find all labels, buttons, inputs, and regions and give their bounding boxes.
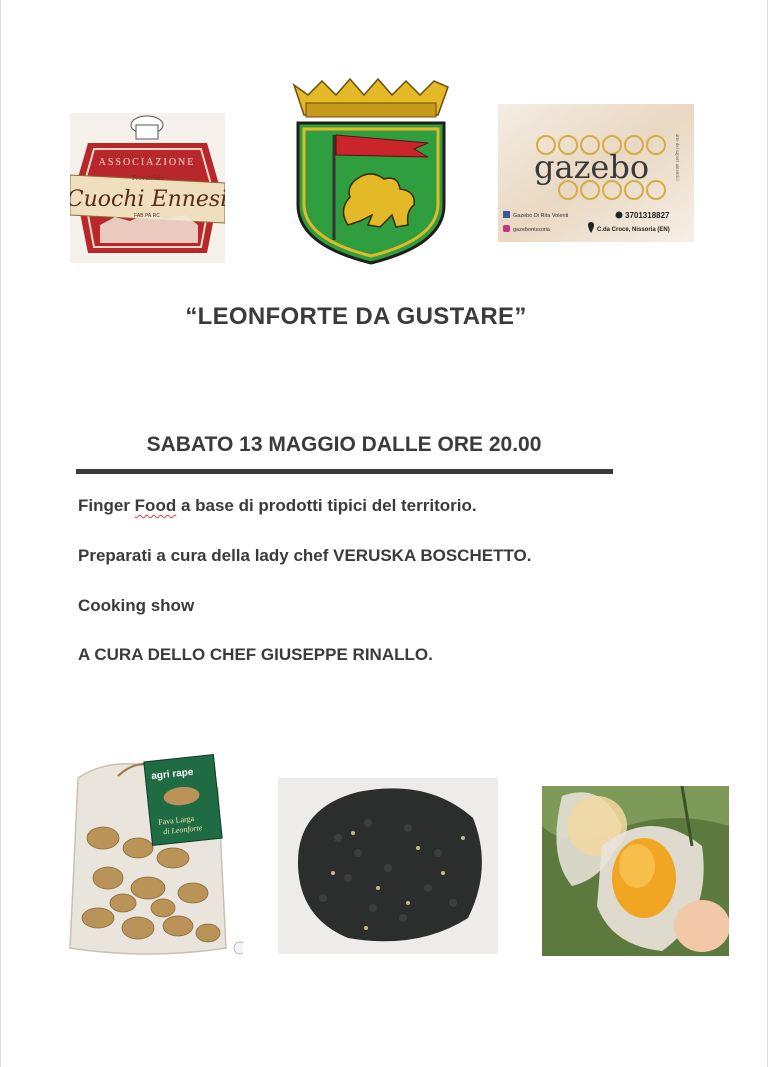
beans-brand: agri rape	[150, 766, 194, 783]
fava-beans-photo	[48, 748, 243, 963]
black-lentils-photo	[278, 778, 498, 954]
beans-label1: Fava Larga	[157, 813, 195, 827]
association-line1: ASSOCIAZIONE	[98, 157, 196, 168]
gazebo-instagram: gazebonissoria	[513, 227, 550, 233]
association-logo-graphic	[70, 113, 225, 263]
leonforte-crest	[288, 75, 454, 267]
detail-chef: A CURA DELLO CHEF GIUSEPPE RINALLO.	[78, 645, 433, 664]
beans-label2: di Leonforte	[162, 823, 203, 837]
association-line4: FAB.PA.RC	[134, 213, 160, 219]
fava-beans-graphic	[48, 748, 243, 963]
peaches-graphic	[542, 786, 729, 956]
gazebo-logo-graphic	[498, 104, 694, 242]
event-date: SABATO 13 MAGGIO DALLE ORE 20.00	[146, 433, 542, 456]
phone-icon	[616, 212, 623, 219]
gazebo-address: C.da Croce, Nissoria (EN)	[597, 227, 670, 233]
detail-finger-food	[78, 496, 477, 516]
gazebo-facebook: Gazebo Di Rita Volenti	[513, 213, 569, 219]
gazebo-side-text: arte dei sapori autentici	[674, 134, 679, 181]
crest-graphic	[288, 75, 454, 267]
detail-finger-food-pre: Finger	[78, 496, 135, 515]
gazebo-logo	[498, 104, 694, 242]
instagram-icon	[503, 225, 510, 232]
association-line2: Provinciale	[132, 174, 164, 182]
association-logo	[70, 113, 225, 263]
gazebo-phone: 3701318827	[625, 211, 670, 220]
event-title: “LEONFORTE DA GUSTARE”	[185, 303, 527, 330]
detail-lady-chef: Preparati a cura della lady chef VERUSKA BOSCHETTO.	[78, 546, 532, 565]
association-line3: Cuochi Ennesi	[70, 187, 225, 212]
detail-finger-food-post: a base di prodotti tipici del territorio.	[176, 496, 477, 515]
facebook-icon	[503, 211, 510, 218]
peaches-photo	[542, 786, 729, 956]
detail-cooking-show: Cooking show	[78, 596, 195, 615]
detail-finger-food-word: Food	[134, 496, 177, 515]
gazebo-name: gazebo	[534, 148, 650, 186]
divider-rule	[76, 469, 613, 474]
black-lentils-graphic	[278, 778, 498, 954]
